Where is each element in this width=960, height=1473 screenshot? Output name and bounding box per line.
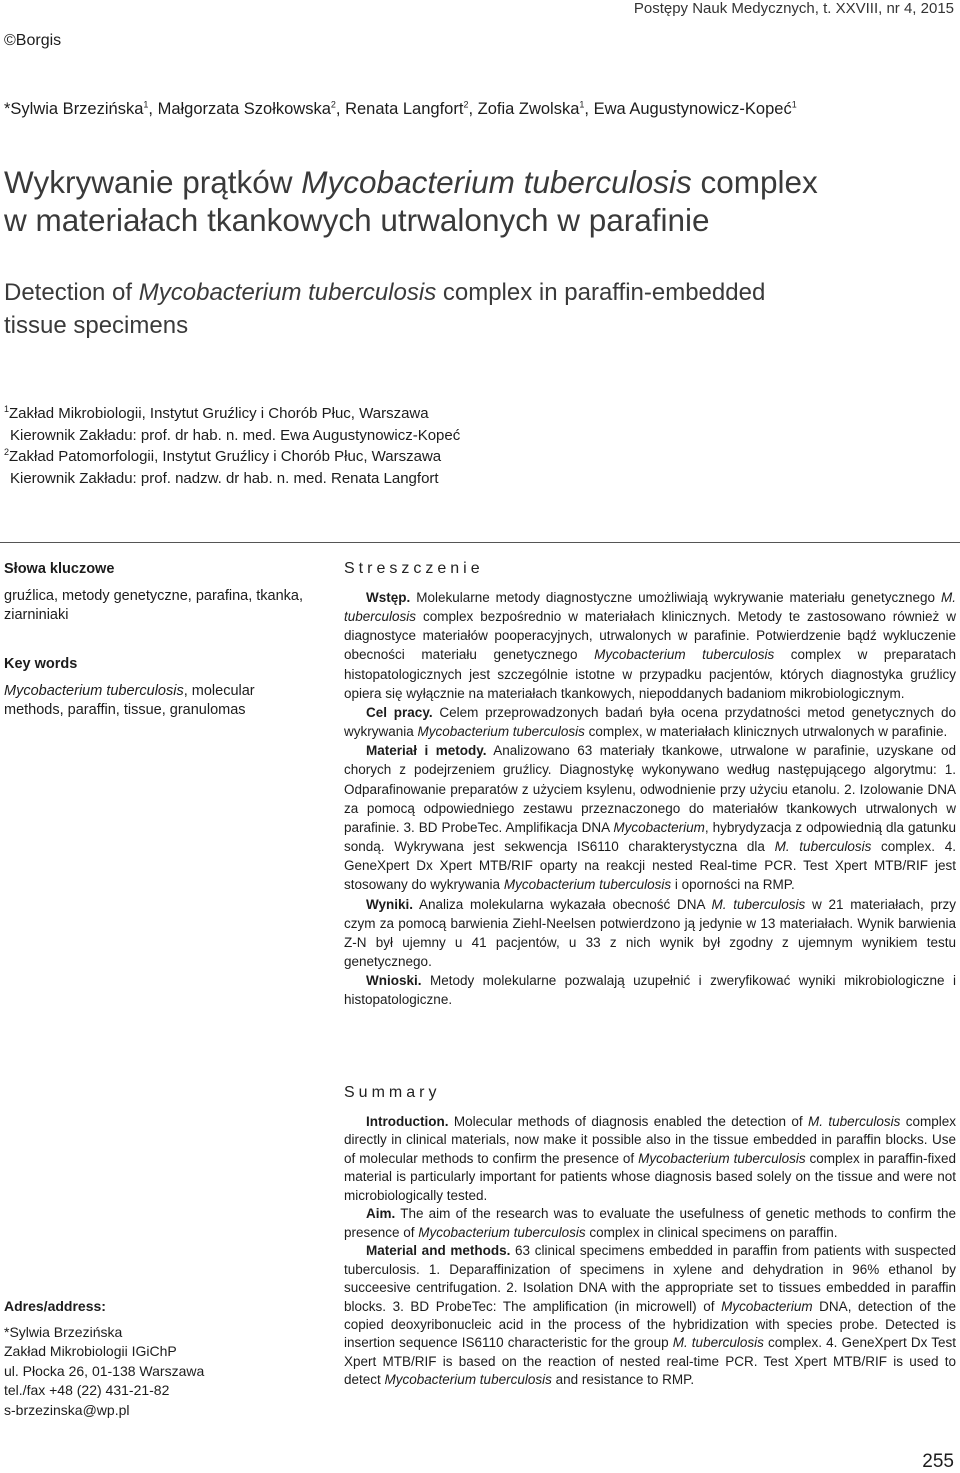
keywords-en	[4, 655, 304, 720]
title-en-line-1: Detection of Mycobacterium tuberculosis complex in paraffin-embedded	[4, 279, 766, 306]
author-affiliation-sup: 1	[791, 99, 797, 110]
address-line: Zakład Mikrobiologii IGiChP	[4, 1343, 177, 1359]
summary-paragraph-methods: Material and methods. 63 clinical specimens embedded in paraffin from patients with suspected tuberculosis. 1. Deparaffinization of specimens in xylene and dehydration in 96% ethanol by succeesive centrifugation. 2. Isolation DNA with the appropriate set to tissues embedded in paraffin blocks. 3. BD ProbeTec: The amplification (in microwell) of Mycobacterium DNA, detection of the copied deoxyribonucleic acid in the process of the hybridization with species probe. Detected is insertion sequence IS6110 characteristic for the group M. tuberculosis complex. 4. GeneXpert Dx Test Xpert MTB/RIF is based on the reaction of nested real-time PCR. Test Xpert MTB/RIF is used to detect Mycobacterium tuberculosis and resistance to RMP.	[344, 1243, 956, 1388]
streszczenie-heading: Streszczenie	[344, 560, 484, 577]
author-name: Małgorzata Szołkowska	[157, 100, 331, 118]
keywords-pl-heading: Słowa kluczowe	[4, 561, 115, 577]
streszczenie-body	[344, 588, 956, 1009]
title-pl-line-2: w materiałach tkankowych utrwalonych w parafinie	[4, 202, 710, 238]
affiliation-1: $^1$Zakład Mikrobiologii, Instytut Gruźlicy i Chorób Płuc, Warszawa	[4, 404, 429, 422]
author-name: Ewa Augustynowicz-Kopeć	[593, 100, 792, 118]
address-line: ul. Płocka 26, 01-138 Warszawa	[4, 1362, 205, 1379]
author-affiliation-sup: 2	[463, 99, 469, 110]
title-en-line-2: tissue specimens	[4, 312, 189, 339]
author-separator: ,	[335, 100, 346, 118]
abstract-paragraph-cel: Cel pracy. Celem przeprowadzonych badań była ocena przydatności metod genetycznych do wykrywania Mycobacterium tuberculosis complex, w materiałach klinicznych utrwalonych w parafinie.	[344, 704, 956, 740]
address-name: *Sylwia Brzezińska	[4, 1323, 123, 1340]
summary-body	[344, 1113, 956, 1390]
author-list	[4, 100, 797, 119]
abstract-paragraph-conclusions: Wnioski. Metody molekularne pozwalają uzupełnić i zweryfikować wyniki mikrobiologiczne i histopatologiczne.	[344, 973, 956, 1008]
author-affiliation-sup: 1	[579, 99, 585, 110]
keywords-en-heading: Key words	[4, 656, 78, 672]
journal-header: Postępy Nauk Medycznych, t. XXVIII, nr 4, 2015	[633, 0, 954, 17]
address-phone: tel./fax +48 (22) 431-21-82	[4, 1382, 170, 1398]
author-name: Zofia Zwolska	[477, 100, 580, 118]
abstract-paragraph-results: Wyniki. Analiza molekularna wykazała obecność DNA M. tuberculosis w 21 materiałach, przy czym za pomocą barwienia Ziehl-Neelsen potwierdzono ją jedynie w 13 materiałach. Wynik barwienia Z-N był ujemny u 41 pacjentów, u 33 z nich wynik był zgodny z ujemnym wynikiem testu genetycznego.	[344, 896, 956, 969]
section-divider	[0, 542, 960, 543]
affiliation-2: $^2$Zakład Patomorfologii, Instytut Gruźlicy i Chorób Płuc, Warszawa	[4, 447, 442, 465]
affiliation-1-head: Kierownik Zakładu: prof. dr hab. n. med. Ewa Augustynowicz-Kopeć	[10, 426, 461, 444]
author-name: Sylwia Brzezińska	[10, 100, 144, 118]
publisher-mark: ©Borgis	[4, 32, 62, 49]
corresponding-marker: *	[4, 100, 11, 118]
keywords-pl-text: gruźlica, metody genetyczne, parafina, tkanka, ziarniniaki	[4, 588, 304, 623]
summary-paragraph-intro: Introduction. Molecular methods of diagnosis enabled the detection of M. tuberculosis complex directly in clinical materials, now make it possible also in the tissue embedded in paraffin blocks. Use of molecular methods to confirm the presence of Mycobacterium tuberculosis complex in paraffin-fixed material is particularly important for patients whose diagnosis based solely on the tissue and were not microbiologically tested.	[344, 1114, 956, 1203]
affiliations	[4, 403, 460, 489]
article-title-en	[4, 276, 765, 342]
author-affiliation-sup: 1	[143, 99, 149, 110]
abstract-paragraph-materials: Materiał i metody. Analizowano 63 materiały tkankowe, utrwalone w parafinie, uzyskane od chorych z podejrzeniem gruźlicy. Diagnostykę wykonywano według następującego algorytmu: 1. Odparafinowanie preparatów z użyciem ksylenu, odwodnienie przy użyciu etanolu. 2. Izolowanie DNA za pomocą odpowiedniego zestawu przeznaczonego do materiałów tkankowych utrwalonych w parafinie. 3. BD ProbeTec. Amplifikacja DNA Mycobacterium, hybrydyzacja z odpowiednią dla gatunku sondą. Wykrywana jest sekwencja IS6110 charakterystyczna dla M. tuberculosis complex. 4. GeneXpert Dx Xpert MTB/RIF oparty na reakcji nested Real-time PCR. Test Xpert MTB/RIF jest stosowany do wykrywania Mycobacterium tuberculosis i oporności na RMP.	[344, 743, 956, 893]
title-pl-line-1: Wykrywanie prątków Mycobacterium tuberculosis complex	[4, 164, 818, 200]
address-heading: Adres/address:	[4, 1298, 106, 1314]
keywords-en-text: Mycobacterium tuberculosis, molecular methods, paraffin, tissue, granulomas	[4, 683, 255, 718]
page-number: 255	[922, 1451, 954, 1472]
author-separator: ,	[468, 100, 478, 118]
author-separator: ,	[584, 100, 594, 118]
summary-paragraph-aim: Aim. The aim of the research was to evaluate the usefulness of genetic methods to confirm the presence of Mycobacterium tuberculosis complex in clinical specimens on paraffin.	[344, 1206, 956, 1240]
author-name: Renata Langfort	[345, 100, 464, 118]
correspondence-address	[4, 1297, 204, 1420]
article-title-pl	[4, 163, 818, 239]
author-separator: ,	[148, 100, 158, 118]
keywords-pl	[4, 560, 304, 625]
address-email: s-brzezinska@wp.pl	[4, 1401, 130, 1418]
author-affiliation-sup: 2	[330, 99, 336, 110]
summary-heading: Summary	[344, 1084, 441, 1101]
affiliation-2-head: Kierownik Zakładu: prof. nadzw. dr hab. n. med. Renata Langfort	[10, 469, 439, 487]
abstract-paragraph-wstep: Wstęp. Molekularne metody diagnostyczne umożliwiają wykrywanie materiału genetycznego M. tuberculosis complex bezpośrednio w materiałach klinicznych. Metody te zastosowano również w diagnostyce materiałów pooperacyjnych, utrwalonych w parafinie. Potwierdzenie bądź wykluczenie obecności materiału genetycznego Mycobacterium tuberculosis complex w preparatach histopatologicznych jest szczególnie istotne w przypadku pacjentów, których diagnostyka gruźlicy opiera się wyłącznie na materiałach tkankowych, niepoddanych badaniom mikrobiologicznym.	[344, 590, 956, 701]
